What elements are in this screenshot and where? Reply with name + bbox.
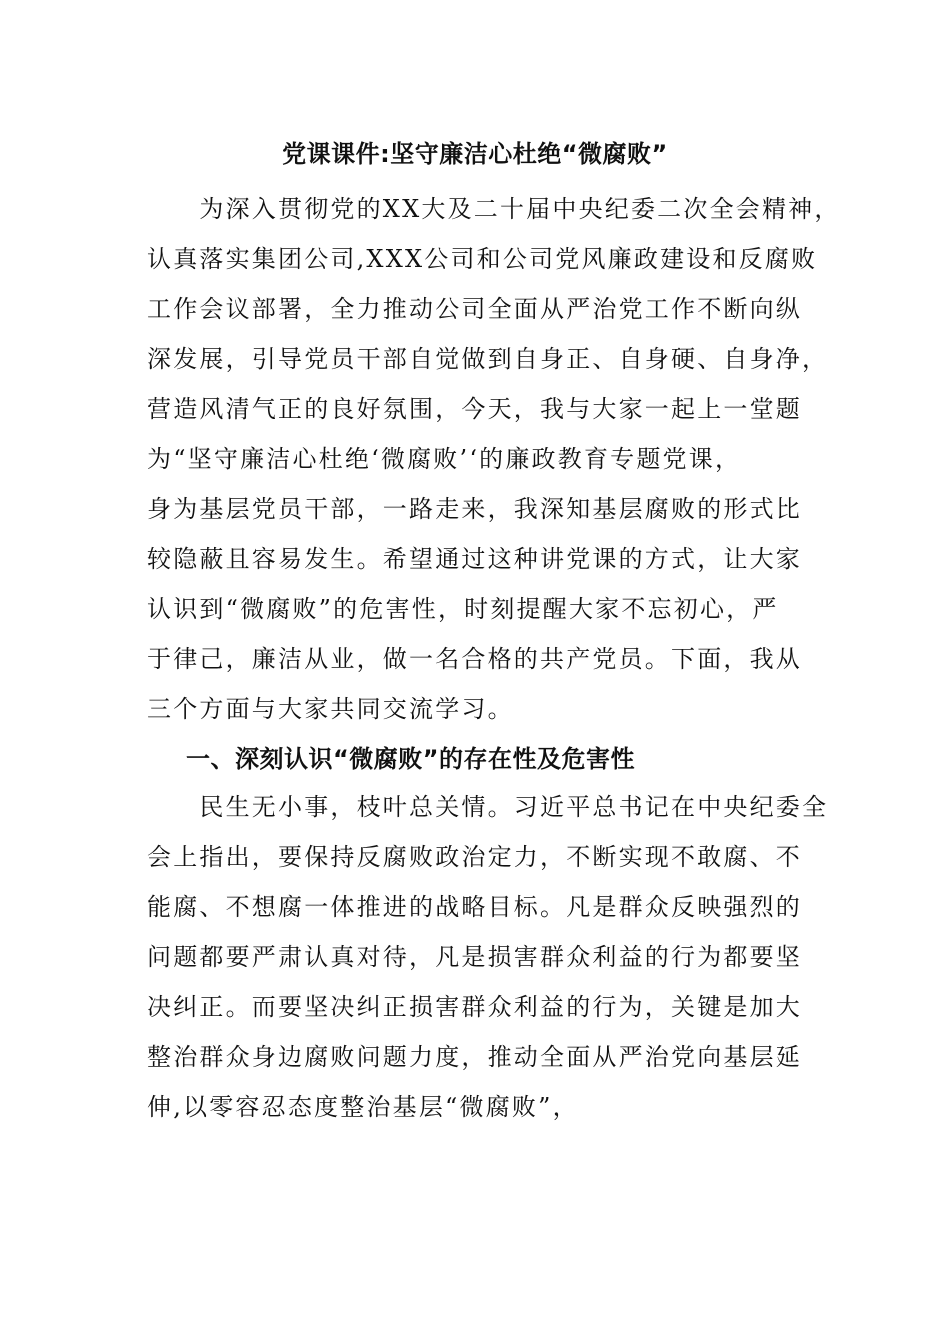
paragraph-line: 工作会议部署，全力推动公司全面从严治党工作不断向纵 [147,295,802,323]
paragraph-line: 能腐、不想腐一体推进的战略目标。凡是群众反映强烈的 [147,893,802,921]
section-heading-1: 一、深刻认识“微腐败”的存在性及危害性 [186,745,636,773]
paragraph-line: 较隐蔽且容易发生。希望通过这种讲党课的方式，让大家 [147,545,802,573]
document-title: 党课课件:坚守廉洁心杜绝“微腐败” [282,140,668,168]
paragraph-line: 为深入贯彻党的XX大及二十届中央纪委二次全会精神， [147,195,841,223]
paragraph-line: 问题都要严肃认真对待，凡是损害群众利益的行为都要坚 [147,943,802,971]
paragraph-line: 营造风清气正的良好氛围，今天，我与大家一起上一堂题 [147,395,802,423]
paragraph-line: 决纠正。而要坚决纠正损害群众利益的行为，关键是加大 [147,993,802,1021]
paragraph-line: 认真落实集团公司,XXX公司和公司党风廉政建设和反腐败 [147,245,818,273]
paragraph-line: 整治群众身边腐败问题力度，推动全面从严治党向基层延 [147,1043,802,1071]
paragraph-line: 深发展，引导党员干部自觉做到自身正、自身硬、自身净， [147,345,829,373]
paragraph-line: 于律己，廉洁从业，做一名合格的共产党员。下面，我从 [147,645,802,673]
intro-paragraph [147,184,841,734]
paragraph-line: 伸,以零容忍态度整治基层“微腐败”， [147,1093,579,1121]
paragraph-line: 认识到“微腐败”的危害性，时刻提醒大家不忘初心，严 [147,595,779,623]
paragraph-line: 三个方面与大家共同交流学习。 [147,695,514,723]
paragraph-line: 会上指出，要保持反腐败政治定力，不断实现不敢腐、不 [147,843,802,871]
paragraph-line: 民生无小事，枝叶总关情。习近平总书记在中央纪委全 [147,793,829,821]
paragraph-line: 身为基层党员干部，一路走来，我深知基层腐败的形式比 [147,495,802,523]
section1-paragraph [147,782,829,1132]
paragraph-line: 为“坚守廉洁心杜绝‘微腐败’‘的廉政教育专题党课， [147,445,742,473]
